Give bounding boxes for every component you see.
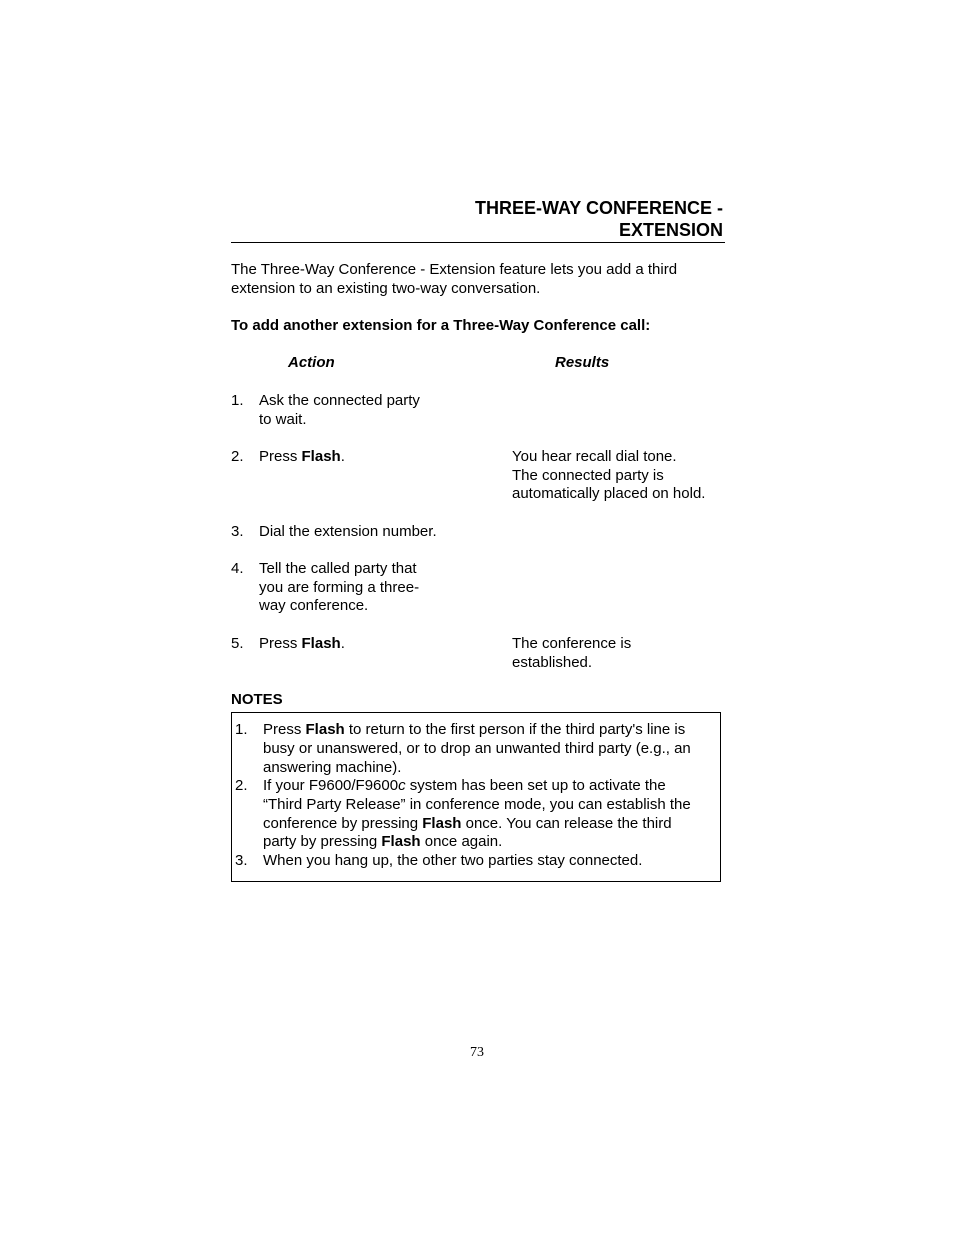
results-column-header: Results [555,354,610,371]
title-line-2: EXTENSION [618,220,723,240]
action-line: you are forming a three- [259,578,420,596]
page-number: 73 [470,1045,484,1060]
note-number: 2. [235,777,248,794]
note-text [263,721,718,777]
note-line: system has been set up to activate the [405,777,666,794]
step-action [259,635,459,654]
result-line: You hear recall dial tone. [512,448,677,465]
note-line: “Third Party Release” in conference mode, you can establish the [263,795,691,813]
result-line: The conference is [512,635,632,652]
action-line: Dial the extension number. [259,523,437,540]
action-line: way conference. [259,597,369,614]
step-number: 1. [231,392,244,409]
action-text: . [340,635,345,652]
step-number: 4. [231,560,244,577]
flash-key-label: Flash [301,448,341,465]
action-column-header: Action [288,354,335,371]
action-line: Tell the called party that [259,560,417,577]
result-line: established. [512,653,593,671]
note-line: once again. [420,833,503,851]
result-line: The connected party is [512,466,664,484]
model-suffix: c [398,777,406,794]
note-line: once. You can release the third [461,814,672,832]
step-number: 3. [231,523,244,540]
step-action [259,392,459,429]
note-line: If your F9600/F9600 [263,777,399,794]
procedure-heading: To add another extension for a Three-Way Conference call: [231,317,651,334]
note-text [263,777,718,852]
step-result [512,448,727,504]
note-line: party by pressing [263,833,382,851]
note-line: answering machine). [263,758,402,776]
flash-key-label: Flash [301,635,341,652]
flash-key-label: Flash [381,833,421,851]
note-line: to return to the first person if the third party's line is [344,721,686,738]
action-text: Press [259,448,302,465]
note-line: When you hang up, the other two parties stay connected. [263,852,643,869]
notes-box [231,712,721,882]
step-number: 5. [231,635,244,652]
note-number: 3. [235,852,248,869]
action-line: Ask the connected party [259,392,420,409]
step-action [259,560,459,616]
intro-paragraph [231,261,723,298]
page-title [231,197,723,241]
intro-line-1: The Three-Way Conference - Extension feature lets you add a third [231,261,678,278]
action-text: . [340,448,345,465]
intro-line-2: extension to an existing two-way conversation. [231,279,541,297]
flash-key-label: Flash [422,814,462,832]
action-text: Press [259,635,302,652]
note-text [263,852,718,871]
note-line: Press [263,721,306,738]
flash-key-label: Flash [305,721,345,738]
result-line: automatically placed on hold. [512,485,706,502]
title-divider [231,242,725,243]
note-line: busy or unanswered, or to drop an unwanted third party (e.g., an [263,739,691,757]
step-result [512,635,727,672]
note-line: conference by pressing [263,814,423,832]
step-number: 2. [231,448,244,465]
action-line: to wait. [259,410,307,428]
step-action [259,448,459,467]
title-line-1: THREE-WAY CONFERENCE - [474,198,723,218]
notes-heading: NOTES [231,691,283,708]
step-action [259,523,459,542]
note-number: 1. [235,721,248,738]
